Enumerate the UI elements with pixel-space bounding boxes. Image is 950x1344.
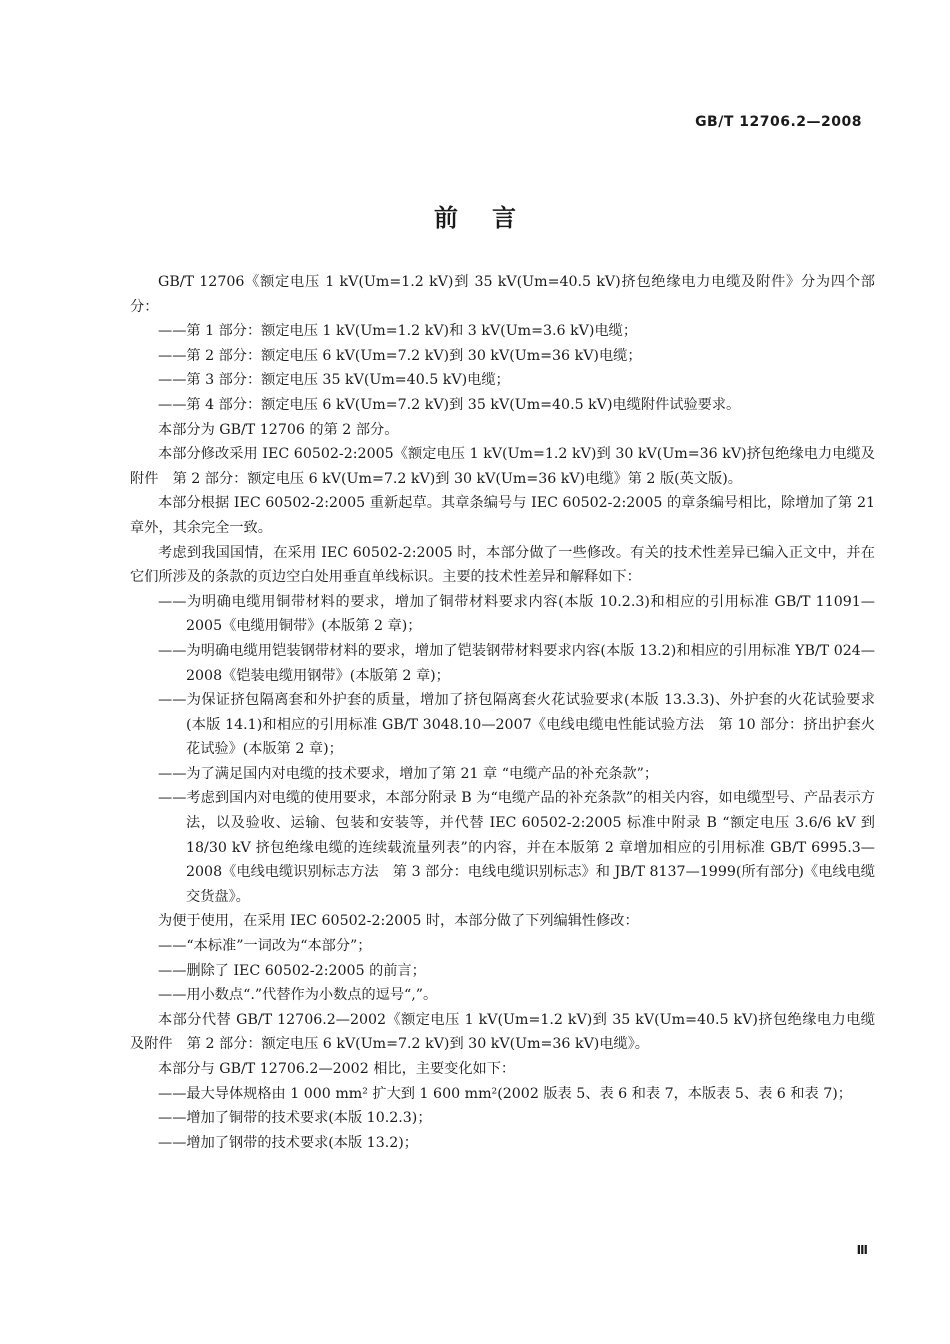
- list-item: ——为了满足国内对电缆的技术要求，增加了第 21 章 “电缆产品的补充条款”；: [158, 765, 659, 782]
- paragraph: 考虑到我国国情，在采用 IEC 60502-2:2005 时，本部分做了一些修改。有关的技术性差异已编入正文中，并在它们所涉及的条款的页边空白处用垂直单线标识。主要的技术性差异和解释如下：: [130, 544, 875, 586]
- paragraph: 为便于使用，在采用 IEC 60502-2:2005 时，本部分做了下列编辑性修改：: [158, 913, 639, 930]
- list-item: ——考虑到国内对电缆的使用要求，本部分附录 B 为“电缆产品的补充条款”的相关内容，如电缆型号、产品表示方法，以及验收、运输、包装和安装等，并代替 IEC 60502-2:2005 标准中附录 B “额定电压 3.6/6 kV 到 18/30 kV 挤包绝缘电缆的连续载流量列表”的内容，并在本版第 2 章增加相应的引用标准 GB/T 6995.3—2008《电线电缆识别标志方法 第 3 部分：电线电缆识别标志》和 JB/T 8137—1999(所有部分)《电线电缆交货盘》。: [158, 790, 875, 905]
- list-item: ——用小数点“.”代替作为小数点的逗号“,”。: [158, 987, 438, 1004]
- list-item: ——“本标准”一词改为“本部分”；: [158, 938, 372, 955]
- list-item: ——第 1 部分：额定电压 1 kV(Um=1.2 kV)和 3 kV(Um=3.6 kV)电缆；: [158, 323, 638, 340]
- foreword-body: [130, 270, 875, 1155]
- paragraph: 本部分为 GB/T 12706 的第 2 部分。: [158, 421, 399, 438]
- list-item: ——增加了铜带的技术要求(本版 10.2.3)；: [158, 1110, 432, 1127]
- list-item: ——第 2 部分：额定电压 6 kV(Um=7.2 kV)到 30 kV(Um=36 kV)电缆；: [158, 347, 642, 364]
- page-number: Ⅲ: [856, 1243, 868, 1257]
- paragraph: 本部分代替 GB/T 12706.2—2002《额定电压 1 kV(Um=1.2 kV)到 35 kV(Um=40.5 kV)挤包绝缘电力电缆及附件 第 2 部分：额定电压 6 kV(Um=7.2 kV)到 30 kV(Um=36 kV)电缆》。: [130, 1011, 875, 1053]
- standard-number: GB/T 12706.2—2008: [695, 114, 862, 130]
- list-item: ——为明确电缆用铠装钢带材料的要求，增加了铠装钢带材料要求内容(本版 13.2)和相应的引用标准 YB/T 024—2008《铠装电缆用钢带》(本版第 2 章)；: [158, 642, 875, 684]
- paragraph: GB/T 12706《额定电压 1 kV(Um=1.2 kV)到 35 kV(Um=40.5 kV)挤包绝缘电力电缆及附件》分为四个部分：: [130, 274, 875, 315]
- paragraph: 本部分根据 IEC 60502-2:2005 重新起草。其章条编号与 IEC 60502-2:2005 的章条编号相比，除增加了第 21 章外，其余完全一致。: [130, 495, 875, 536]
- list-item: ——为保证挤包隔离套和外护套的质量，增加了挤包隔离套火花试验要求(本版 13.3.3)、外护套的火花试验要求(本版 14.1)和相应的引用标准 GB/T 3048.10—2007《电线电缆电性能试验方法 第 10 部分：挤出护套火花试验》(本版第 2 章)；: [158, 692, 875, 758]
- list-item: ——最大导体规格由 1 000 mm² 扩大到 1 600 mm²(2002 版表 5、表 6 和表 7，本版表 5、表 6 和表 7)；: [158, 1085, 852, 1102]
- page-title: 前言: [434, 204, 550, 232]
- list-item: ——删除了 IEC 60502-2:2005 的前言；: [158, 962, 426, 979]
- paragraph: 本部分与 GB/T 12706.2—2002 相比，主要变化如下：: [158, 1061, 516, 1077]
- list-item: ——为明确电缆用铜带材料的要求，增加了铜带材料要求内容(本版 10.2.3)和相应的引用标准 GB/T 11091—2005《电缆用铜带》(本版第 2 章)；: [158, 593, 875, 635]
- list-item: ——第 3 部分：额定电压 35 kV(Um=40.5 kV)电缆；: [158, 372, 510, 389]
- list-item: ——第 4 部分：额定电压 6 kV(Um=7.2 kV)到 35 kV(Um=40.5 kV)电缆附件试验要求。: [158, 396, 741, 413]
- list-item: ——增加了钢带的技术要求(本版 13.2)；: [158, 1134, 418, 1151]
- paragraph: 本部分修改采用 IEC 60502-2:2005《额定电压 1 kV(Um=1.2 kV)到 30 kV(Um=36 kV)挤包绝缘电力电缆及附件 第 2 部分：额定电压 6 kV(Um=7.2 kV)到 30 kV(Um=36 kV)电缆》第 2 版(英文版)。: [130, 446, 875, 487]
